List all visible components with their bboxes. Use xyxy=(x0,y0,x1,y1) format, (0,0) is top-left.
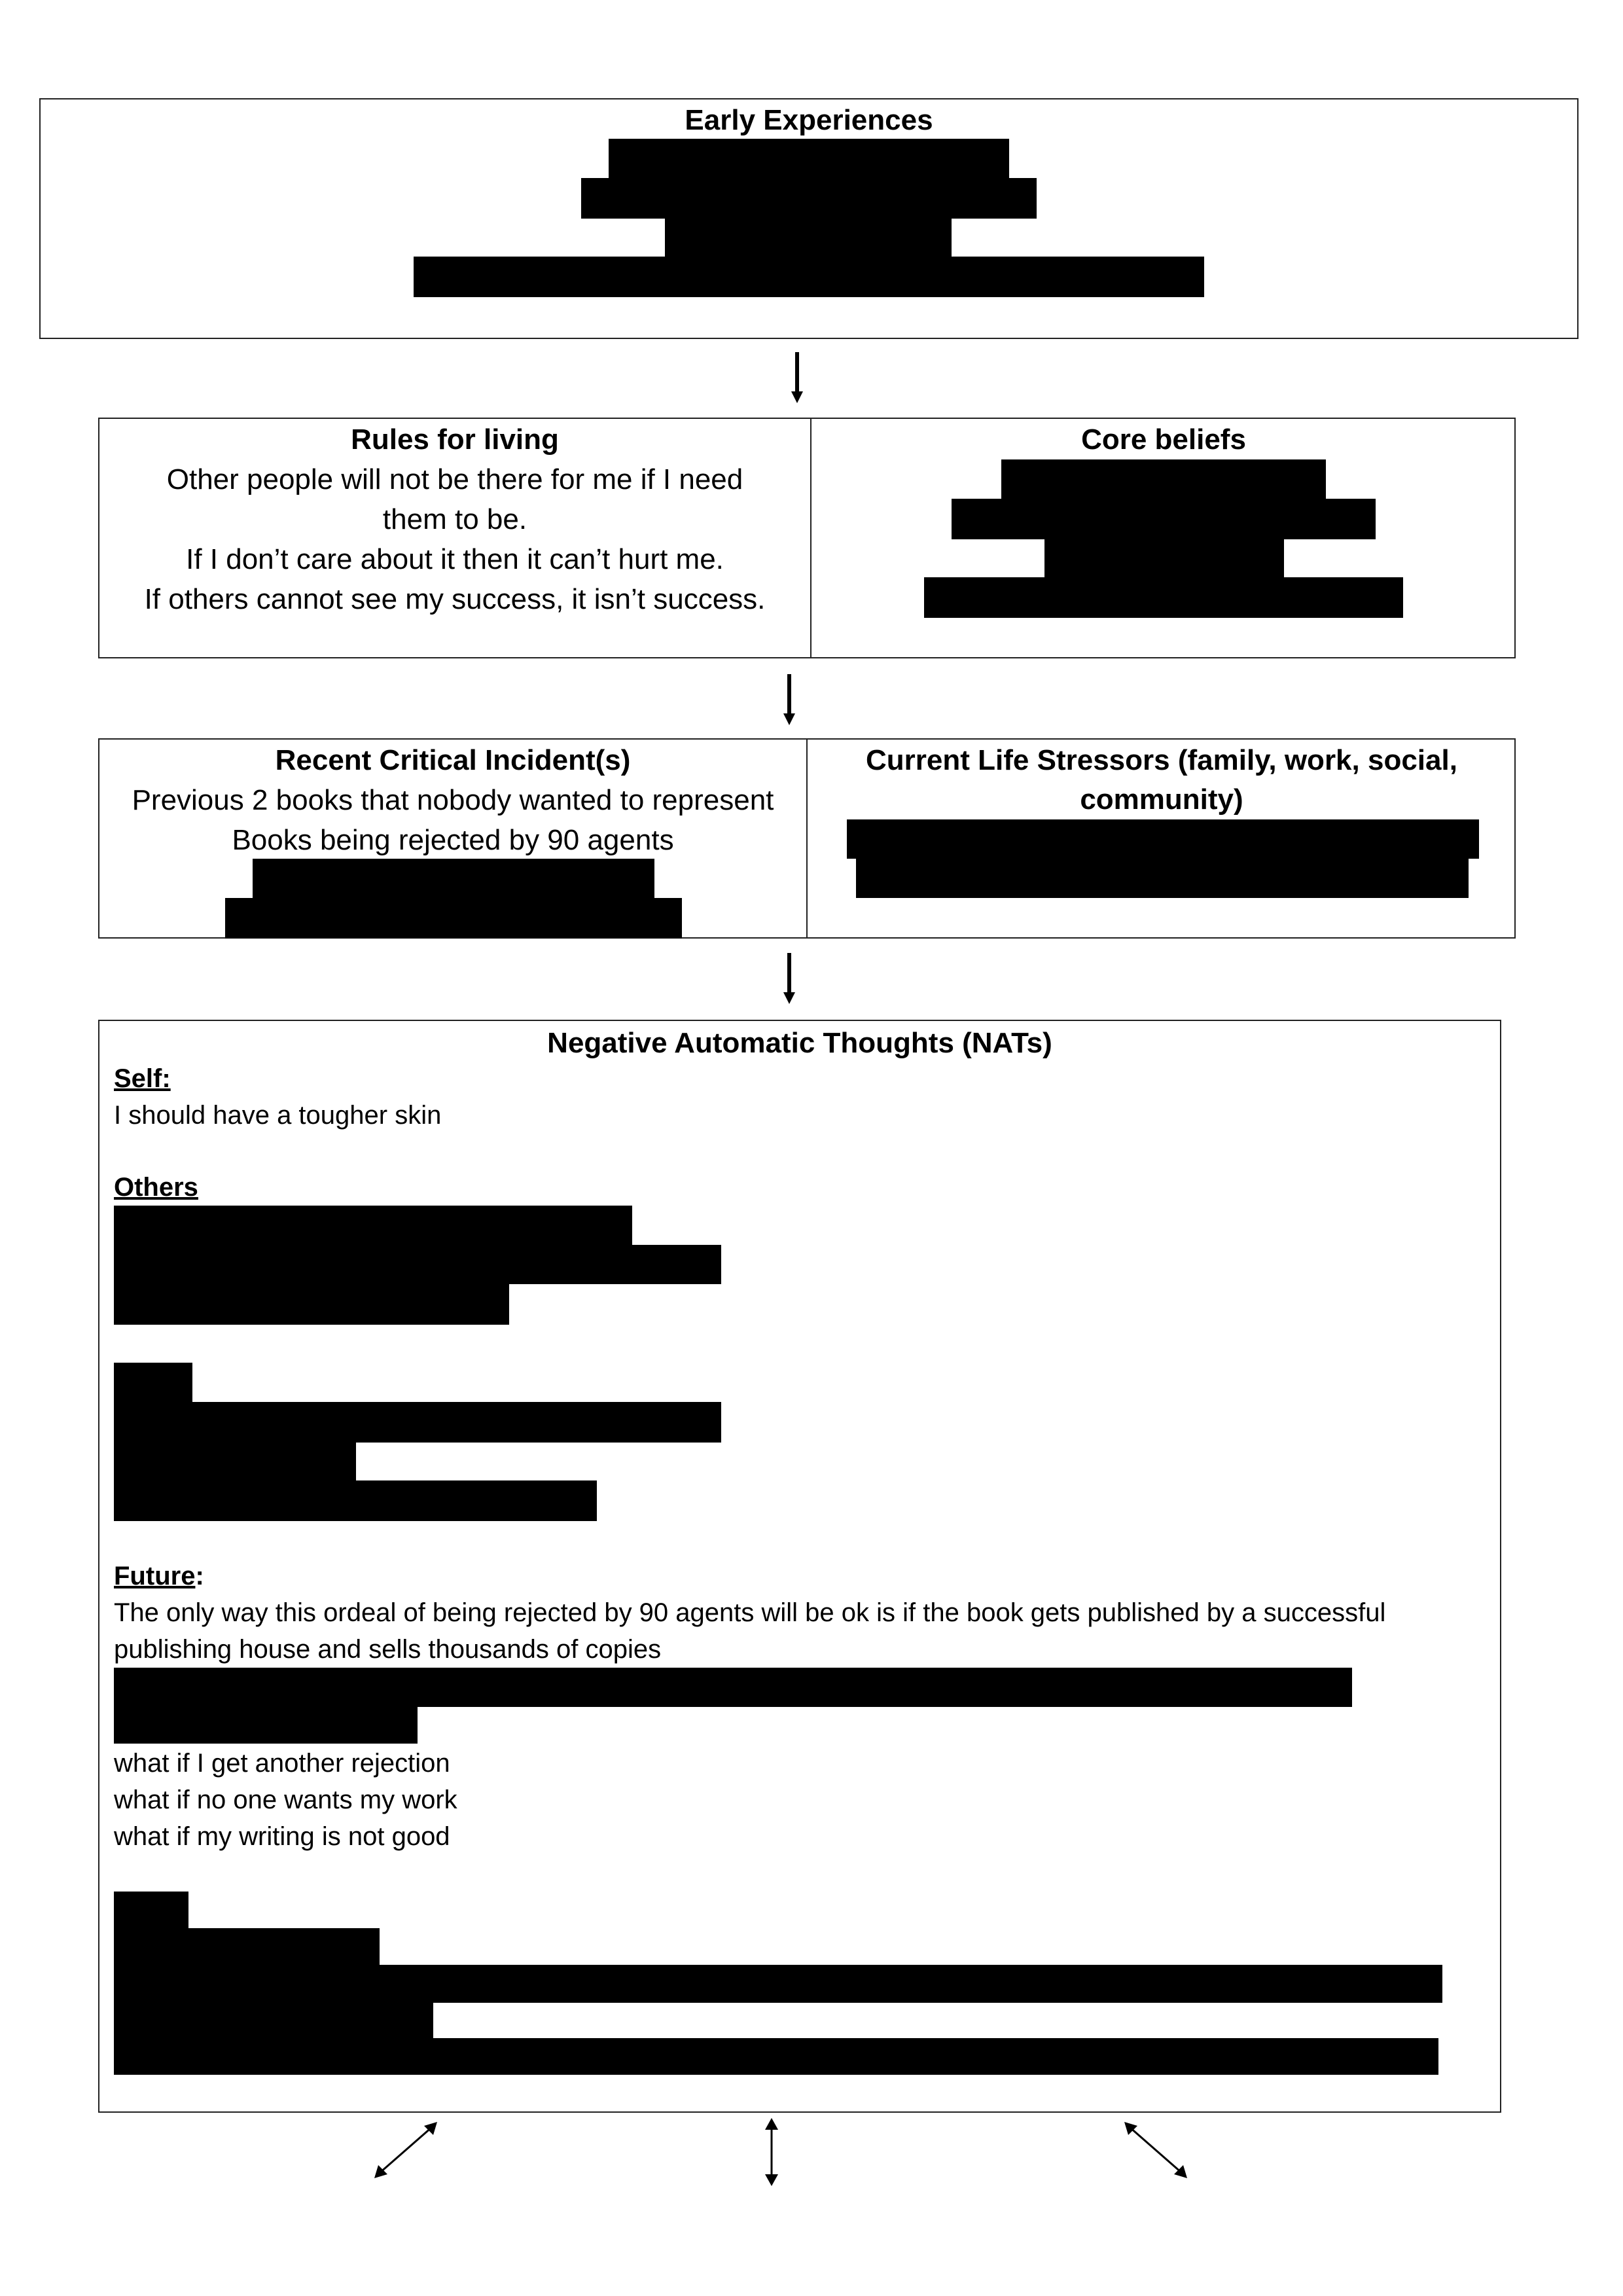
redaction-block xyxy=(609,139,1009,179)
redaction-block xyxy=(665,217,952,258)
redaction-block xyxy=(114,1402,721,1443)
redaction-block xyxy=(414,257,1204,297)
redaction-block xyxy=(1044,538,1284,579)
redaction-block xyxy=(114,1892,188,1931)
diagonal-double-arrow-icon xyxy=(373,2121,438,2179)
down-arrow-icon xyxy=(781,953,797,1005)
redaction-block xyxy=(856,857,1469,898)
future-label-colon: : xyxy=(195,1562,204,1590)
redaction-block xyxy=(114,1283,509,1325)
core-beliefs-heading: Core beliefs xyxy=(1081,423,1246,456)
rules-line: If I don’t care about it then it can’t hurt me. xyxy=(186,543,724,575)
nats-future-text: The only way this ordeal of being rejected by 90 agents will be ok is if the book gets published by a successful xyxy=(114,1598,1386,1627)
redaction-block xyxy=(581,178,1037,219)
incident-line: Books being rejected by 90 agents xyxy=(232,824,674,856)
vertical-double-arrow-icon xyxy=(763,2118,780,2186)
down-arrow-icon xyxy=(781,674,797,726)
redaction-block xyxy=(114,2001,433,2041)
rules-line: Other people will not be there for me if I need xyxy=(166,463,743,495)
nats-self-text: I should have a tougher skin xyxy=(114,1101,442,1130)
incident-line: Previous 2 books that nobody wanted to represent xyxy=(132,784,774,816)
rules-line: If others cannot see my success, it isn’t success. xyxy=(144,583,766,615)
redaction-block xyxy=(253,859,654,899)
redaction-block xyxy=(952,499,1376,539)
what-if-line: what if my writing is not good xyxy=(114,1822,450,1851)
current-life-stressors-heading: Current Life Stressors (family, work, social, xyxy=(866,744,1457,776)
redaction-block xyxy=(924,577,1403,618)
redaction-block xyxy=(114,1441,356,1482)
what-if-line: what if no one wants my work xyxy=(114,1785,457,1814)
what-if-line: what if I get another rejection xyxy=(114,1749,450,1778)
redaction-block xyxy=(114,1965,1442,2003)
recent-critical-incidents-heading: Recent Critical Incident(s) xyxy=(275,744,631,776)
redaction-block xyxy=(114,1928,380,1967)
redaction-block xyxy=(225,898,682,939)
down-arrow-icon xyxy=(789,352,805,404)
redaction-block xyxy=(114,1706,418,1744)
redaction-block xyxy=(114,2038,1438,2075)
rules-for-living-heading: Rules for living xyxy=(351,423,559,456)
current-life-stressors-heading-cont: community) xyxy=(1080,783,1243,816)
redaction-block xyxy=(114,1363,192,1403)
redaction-block xyxy=(114,1206,632,1246)
diagonal-double-arrow-icon xyxy=(1123,2121,1188,2179)
redaction-block xyxy=(114,1245,721,1284)
nats-future-label xyxy=(114,1558,204,1594)
redaction-block xyxy=(847,819,1479,859)
early-experiences-heading: Early Experiences xyxy=(685,104,933,136)
nats-self-label: Self: xyxy=(114,1064,171,1093)
nats-heading: Negative Automatic Thoughts (NATs) xyxy=(547,1027,1052,1059)
redaction-block xyxy=(1001,459,1326,500)
redaction-block xyxy=(114,1480,597,1521)
nats-others-label: Others xyxy=(114,1173,198,1202)
redaction-block xyxy=(114,1668,1352,1707)
rules-line: them to be. xyxy=(382,503,527,535)
future-label-text: Future xyxy=(114,1562,196,1590)
nats-future-text-cont: publishing house and sells thousands of copies xyxy=(114,1635,662,1664)
